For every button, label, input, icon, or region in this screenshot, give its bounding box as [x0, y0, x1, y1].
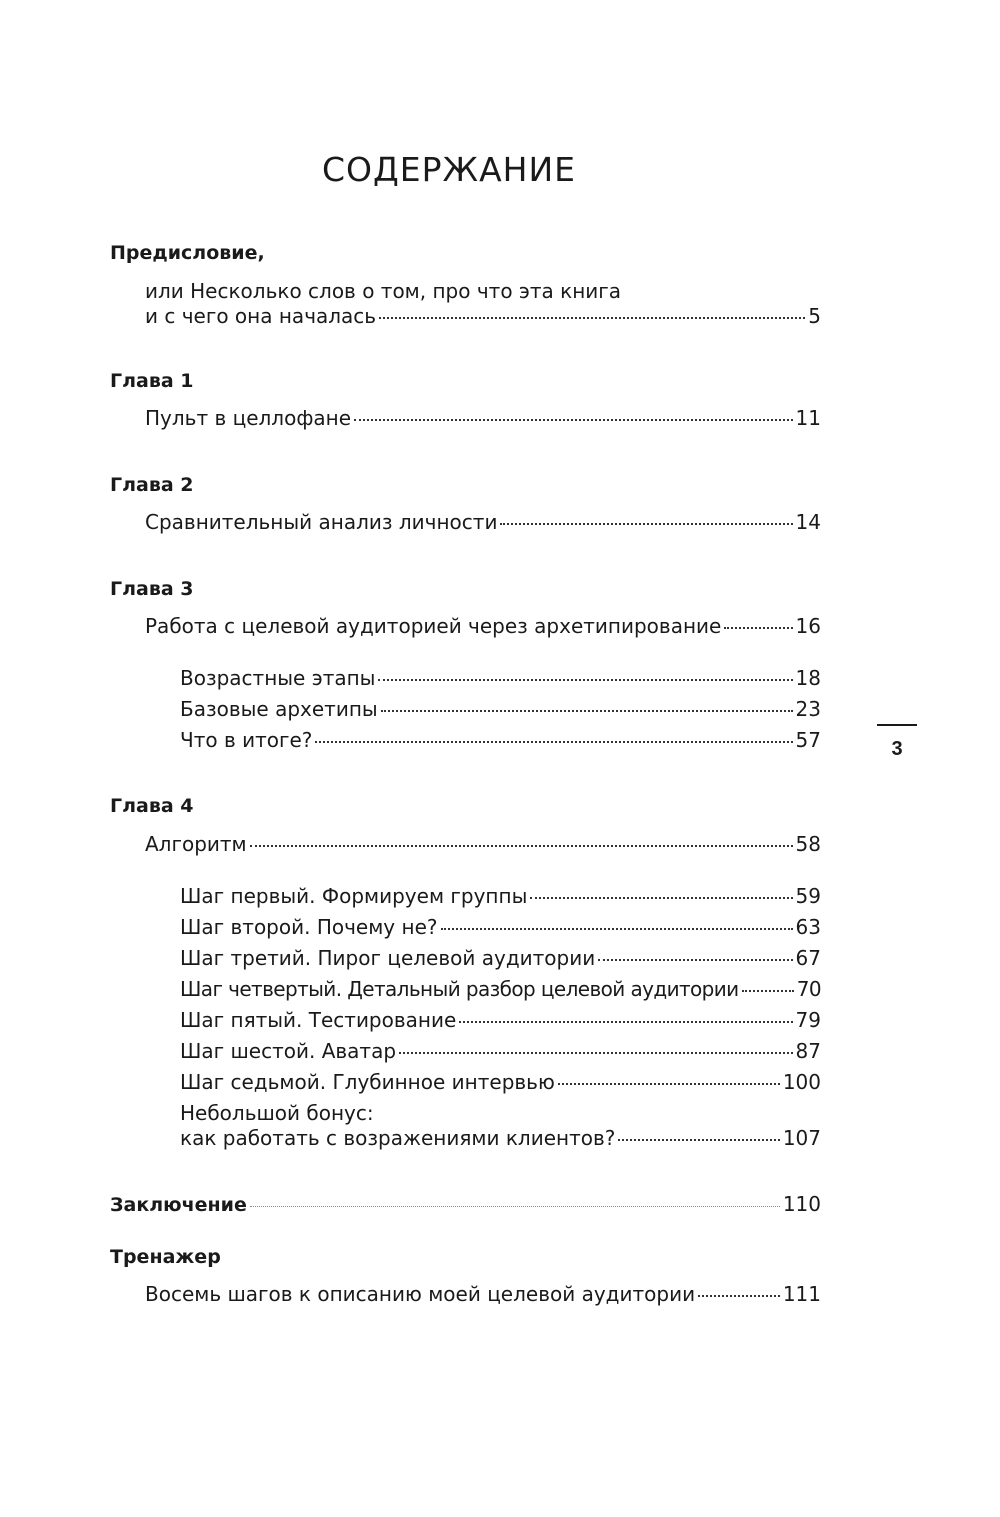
dot-leader	[378, 679, 792, 681]
page-number: 3	[891, 738, 903, 760]
toc-entry[interactable]	[145, 510, 821, 538]
dot-leader	[698, 1295, 780, 1297]
entry-text: и с чего она началась	[145, 304, 377, 328]
dot-leader	[724, 627, 792, 629]
entry-page: 67	[795, 946, 821, 970]
entry-page: 11	[795, 406, 821, 430]
entry-page: 87	[795, 1039, 821, 1063]
dot-leader	[500, 523, 792, 525]
dot-leader	[381, 710, 793, 712]
preface-line-1: или Несколько слов о том, про что эта книга	[145, 279, 622, 303]
entry-text: Шаг четвертый. Детальный разбор целевой аудитории	[180, 977, 739, 1001]
dot-leader	[618, 1139, 779, 1141]
chapter-1-heading: Глава 1	[110, 370, 194, 392]
toc-entry[interactable]	[145, 832, 821, 860]
entry-text: Шаг седьмой. Глубинное интервью	[180, 1070, 555, 1094]
entry-text: Пульт в целлофане	[145, 406, 352, 430]
entry-page: 110	[782, 1192, 821, 1216]
entry-page: 100	[782, 1070, 821, 1094]
entry-text: Сравнительный анализ личности	[145, 510, 498, 534]
folio-rule	[877, 724, 917, 726]
toc-subentry[interactable]	[180, 1008, 821, 1036]
entry-page: 14	[795, 510, 821, 534]
dot-leader	[250, 845, 793, 847]
toc-subentry[interactable]	[180, 1039, 821, 1067]
toc-subentry[interactable]	[180, 977, 821, 1005]
entry-text: Шаг второй. Почему не?	[180, 915, 438, 939]
dot-leader	[399, 1052, 793, 1054]
toc-entry[interactable]	[145, 406, 821, 434]
toc-subentry[interactable]	[180, 728, 821, 756]
dot-leader	[598, 959, 792, 961]
toc-entry-conclusion[interactable]	[110, 1192, 821, 1220]
entry-text: Что в итоге?	[180, 728, 313, 752]
entry-text: Шаг первый. Формируем группы	[180, 884, 528, 908]
dot-leader	[315, 741, 792, 743]
dot-leader	[379, 317, 805, 319]
toc-entry[interactable]	[145, 614, 821, 642]
dot-leader	[354, 419, 792, 421]
dot-leader	[742, 990, 794, 992]
page-title: СОДЕРЖАНИЕ	[321, 150, 577, 189]
trainer-heading: Тренажер	[110, 1246, 221, 1268]
toc-subentry[interactable]	[180, 915, 821, 943]
chapter-4-heading: Глава 4	[110, 795, 194, 817]
entry-text: Восемь шагов к описанию моей целевой аудитории	[145, 1282, 696, 1306]
entry-page: 5	[808, 304, 821, 328]
entry-text: Базовые архетипы	[180, 697, 378, 721]
entry-page: 63	[795, 915, 821, 939]
toc-subentry-bonus[interactable]	[180, 1126, 821, 1154]
dot-leader	[459, 1021, 792, 1023]
entry-page: 57	[795, 728, 821, 752]
dot-leader	[558, 1083, 780, 1085]
toc-subentry[interactable]	[180, 946, 821, 974]
toc-subentry[interactable]	[180, 666, 821, 694]
dot-leader	[441, 928, 793, 930]
toc-subentry[interactable]	[180, 884, 821, 912]
chapter-3-heading: Глава 3	[110, 578, 194, 600]
chapter-2-heading: Глава 2	[110, 474, 194, 496]
entry-page: 79	[795, 1008, 821, 1032]
entry-text: Работа с целевой аудиторией через архетипирование	[145, 614, 722, 638]
entry-text: Алгоритм	[145, 832, 247, 856]
entry-text: Заключение	[110, 1194, 247, 1216]
entry-page: 111	[782, 1282, 821, 1306]
entry-text: Шаг третий. Пирог целевой аудитории	[180, 946, 596, 970]
entry-page: 107	[782, 1126, 821, 1150]
preface-heading: Предисловие,	[110, 242, 265, 264]
entry-page: 58	[795, 832, 821, 856]
dot-leader	[250, 1206, 780, 1207]
entry-page: 18	[795, 666, 821, 690]
entry-page: 16	[795, 614, 821, 638]
entry-text: Шаг пятый. Тестирование	[180, 1008, 457, 1032]
entry-page: 70	[796, 977, 821, 1001]
dot-leader	[530, 897, 792, 899]
entry-text: Шаг шестой. Аватар	[180, 1039, 397, 1063]
toc-entry[interactable]	[145, 1282, 821, 1310]
entry-text: Возрастные этапы	[180, 666, 376, 690]
entry-page: 59	[795, 884, 821, 908]
entry-text: как работать с возражениями клиентов?	[180, 1126, 616, 1150]
toc-entry-preface[interactable]	[145, 304, 821, 332]
toc-subentry[interactable]	[180, 1070, 821, 1098]
toc-subentry[interactable]	[180, 697, 821, 725]
entry-page: 23	[795, 697, 821, 721]
bonus-line-1: Небольшой бонус:	[180, 1101, 374, 1125]
